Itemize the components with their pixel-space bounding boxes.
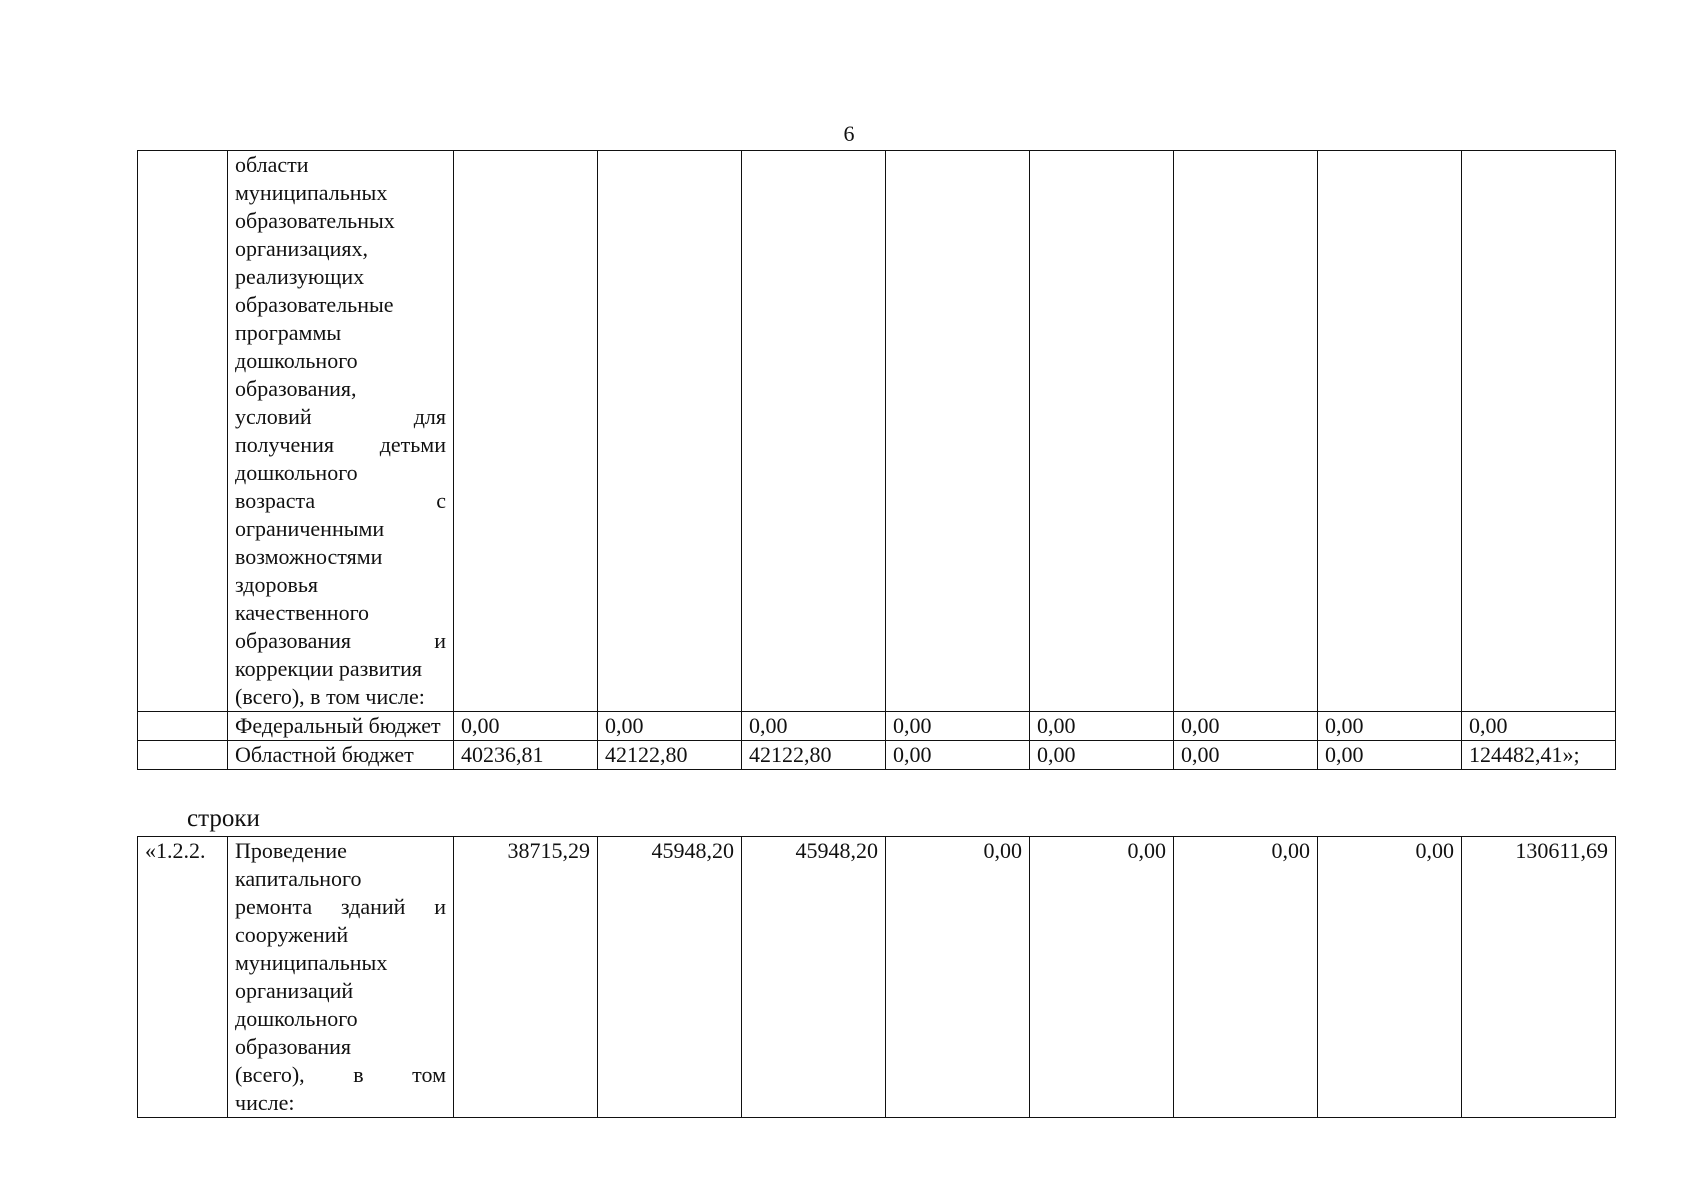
- value-cell: 130611,69: [1462, 837, 1616, 1118]
- budget-table-continued: [137, 150, 1616, 770]
- description-line: числе:: [235, 1090, 295, 1115]
- description-line: сооружений: [235, 922, 349, 947]
- description-line: возможностями: [235, 544, 383, 569]
- description-line: образования,: [235, 376, 357, 401]
- description-line: дошкольного: [235, 1006, 358, 1031]
- value-cell: 124482,41»;: [1462, 741, 1616, 770]
- value-cell: 0,00: [886, 837, 1030, 1118]
- value-cell: [1462, 151, 1616, 712]
- value-cell: [1030, 151, 1174, 712]
- description-cell: [228, 837, 454, 1118]
- description-cell: [228, 151, 454, 712]
- table-row-regional: [138, 741, 1616, 770]
- description-line: условий для: [235, 404, 446, 429]
- description-line: качественного: [235, 600, 370, 625]
- description-text: [235, 837, 446, 1117]
- value-cell: 0,00: [1030, 837, 1174, 1118]
- code-cell: «1.2.2.: [138, 837, 228, 1118]
- value-cell: [454, 151, 598, 712]
- value-cell: 0,00: [886, 741, 1030, 770]
- value-cell: 40236,81: [454, 741, 598, 770]
- value-cell: 42122,80: [742, 741, 886, 770]
- code-cell: [138, 741, 228, 770]
- code-cell: [138, 151, 228, 712]
- description-line: образовательных: [235, 208, 395, 233]
- value-cell: 0,00: [742, 712, 886, 741]
- value-cell: 0,00: [1462, 712, 1616, 741]
- table-row: [138, 837, 1616, 1118]
- value-cell: [742, 151, 886, 712]
- value-cell: [1174, 151, 1318, 712]
- description-line: дошкольного: [235, 348, 358, 373]
- value-cell: 0,00: [1318, 837, 1462, 1118]
- description-line: получения детьми: [235, 432, 446, 457]
- table-row-federal: [138, 712, 1616, 741]
- value-cell: 0,00: [1318, 712, 1462, 741]
- row-label: Областной бюджет: [228, 741, 454, 770]
- description-line: образования: [235, 1034, 352, 1059]
- description-line: муниципальных: [235, 950, 388, 975]
- code-cell: [138, 712, 228, 741]
- description-line: программы: [235, 320, 342, 345]
- description-line: здоровья: [235, 572, 319, 597]
- description-line: капитального: [235, 866, 362, 891]
- description-line: (всего), в том: [235, 1062, 446, 1087]
- description-line: организаций: [235, 978, 354, 1003]
- description-line: образовательные: [235, 292, 394, 317]
- description-line: (всего), в том числе:: [235, 684, 425, 709]
- row-label: Федеральный бюджет: [228, 712, 454, 741]
- description-line: возраста с: [235, 488, 446, 513]
- description-line: дошкольного: [235, 460, 358, 485]
- value-cell: 38715,29: [454, 837, 598, 1118]
- value-cell: [886, 151, 1030, 712]
- description-text: [235, 151, 446, 711]
- value-cell: 0,00: [886, 712, 1030, 741]
- description-line: организациях,: [235, 236, 368, 261]
- description-line: ограниченными: [235, 516, 385, 541]
- description-line: реализующих: [235, 264, 365, 289]
- value-cell: 0,00: [1174, 741, 1318, 770]
- value-cell: 0,00: [598, 712, 742, 741]
- value-cell: 0,00: [454, 712, 598, 741]
- value-cell: 42122,80: [598, 741, 742, 770]
- value-cell: 45948,20: [598, 837, 742, 1118]
- description-line: коррекции развития: [235, 656, 422, 681]
- table-row-description: [138, 151, 1616, 712]
- value-cell: 0,00: [1030, 712, 1174, 741]
- budget-table-new-rows: [137, 836, 1616, 1118]
- description-line: муниципальных: [235, 180, 388, 205]
- value-cell: 0,00: [1174, 712, 1318, 741]
- description-line: ремонта зданий и: [235, 894, 446, 919]
- description-line: области: [235, 152, 309, 177]
- value-cell: 0,00: [1030, 741, 1174, 770]
- value-cell: [1318, 151, 1462, 712]
- page-number: 6: [843, 121, 855, 146]
- value-cell: 0,00: [1318, 741, 1462, 770]
- separator-text: строки: [187, 805, 260, 832]
- value-cell: [598, 151, 742, 712]
- description-line: Проведение: [235, 838, 347, 863]
- value-cell: 45948,20: [742, 837, 886, 1118]
- value-cell: 0,00: [1174, 837, 1318, 1118]
- description-line: образования и: [235, 628, 446, 653]
